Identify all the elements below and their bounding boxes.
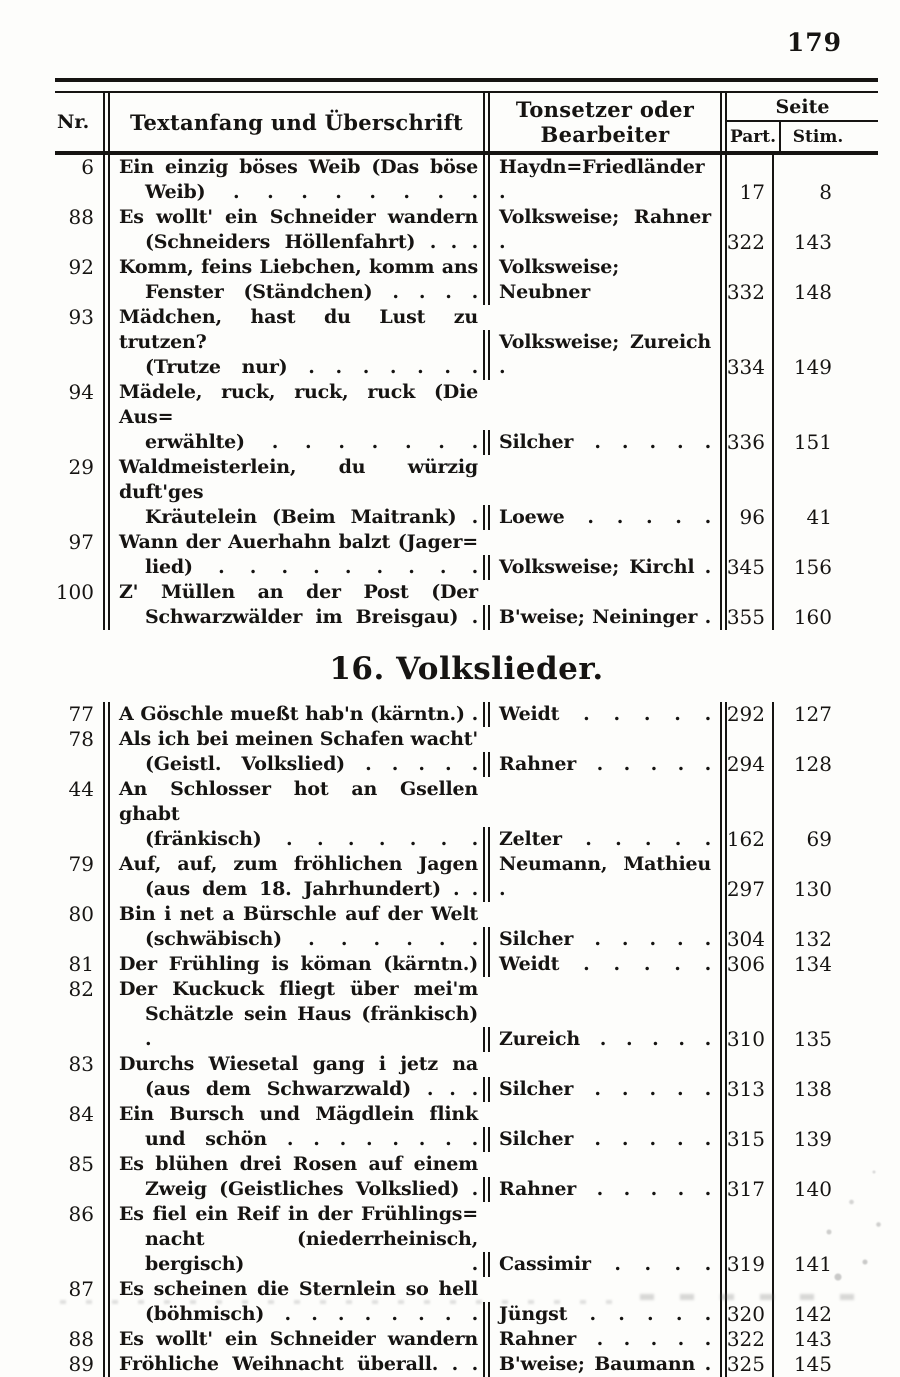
- page-partitur: 292: [720, 702, 772, 727]
- song-title-line: A Göschle mueßt hab'n (kärntn.) .: [119, 703, 478, 725]
- song-number: 78: [68, 727, 94, 751]
- song-number: 85: [68, 1152, 94, 1176]
- composer-cell: Silcher . . . . .: [483, 430, 720, 455]
- page-partitur: 310: [720, 977, 772, 1052]
- composer-cell: Volksweise; Neubner: [483, 255, 720, 305]
- song-title-cell: [103, 952, 483, 977]
- table-row: [55, 1052, 878, 1102]
- table-row: [55, 702, 878, 727]
- table-row: [55, 852, 878, 902]
- tonsetzer-line2: Bearbeiter: [540, 122, 670, 147]
- table-row: [55, 777, 878, 852]
- page-partitur: 322: [720, 1327, 772, 1352]
- song-number: 6: [81, 155, 94, 179]
- page-stimmen: 127: [772, 702, 878, 727]
- page-partitur: 345: [720, 530, 772, 580]
- seite-label: Seite: [727, 93, 878, 122]
- composer-cell: Silcher . . . . .: [483, 927, 720, 952]
- song-title-continuation: und schön . . . . . . . .: [145, 1128, 478, 1150]
- song-title-line: Auf, auf, zum fröhlichen Jagen: [119, 853, 478, 875]
- song-title-line: Als ich bei meinen Schafen wacht': [119, 728, 478, 750]
- song-title-cell: [103, 1327, 483, 1352]
- song-title-continuation: (Trutze nur) . . . . . . .: [145, 356, 478, 378]
- table-row: [55, 977, 878, 1052]
- composer-cell: Cassimir . . . .: [483, 1252, 720, 1277]
- table-row: [55, 530, 878, 580]
- page-partitur: 320: [720, 1277, 772, 1327]
- page-stimmen: 135: [772, 977, 878, 1052]
- composer-cell: Weidt . . . . .: [483, 952, 720, 977]
- composer-cell: Rahner . . . . .: [483, 752, 720, 777]
- page-partitur: 334: [720, 305, 772, 380]
- composer-cell: Volksweise; Rahner .: [483, 205, 720, 255]
- song-title-cell: [103, 777, 483, 852]
- song-number: 93: [68, 305, 94, 329]
- song-number: 97: [68, 530, 94, 554]
- composer-cell: Rahner . . . . .: [483, 1177, 720, 1202]
- table-row: [55, 1102, 878, 1152]
- tonsetzer-line1: Tonsetzer oder: [515, 97, 695, 122]
- table-row: [55, 727, 878, 777]
- song-number: 82: [68, 977, 94, 1001]
- songbook-index-table: [55, 78, 878, 1377]
- page-stimmen: 8: [772, 155, 878, 205]
- song-title-cell: [103, 380, 483, 455]
- composer-cell: Volksweise; Kirchl .: [483, 555, 720, 580]
- song-title-line: Ein einzig böses Weib (Das böse: [119, 156, 478, 178]
- table-row: [55, 1352, 878, 1377]
- song-title-continuation: (schwäbisch) . . . . . .: [145, 928, 478, 950]
- table-row: [55, 1202, 878, 1277]
- song-title-continuation: Kräutelein (Beim Maitrank) .: [145, 506, 478, 528]
- song-title-line: Waldmeisterlein, du würzig duft'ges: [119, 456, 478, 503]
- song-number: 100: [55, 580, 94, 604]
- page-stimmen: 128: [772, 727, 878, 777]
- page-stimmen: 160: [772, 580, 878, 630]
- table-header: [55, 93, 878, 155]
- page-stimmen: 134: [772, 952, 878, 977]
- song-title-cell: [103, 1277, 483, 1327]
- song-number: 92: [68, 255, 94, 279]
- page-stimmen: 140: [772, 1152, 878, 1202]
- song-title-continuation: Fenster (Ständchen) . . . .: [145, 281, 478, 303]
- composer-cell: Zureich . . . . .: [483, 1027, 720, 1052]
- page-stimmen: 142: [772, 1277, 878, 1327]
- song-title-cell: [103, 1052, 483, 1102]
- song-title-cell: [103, 530, 483, 580]
- page-partitur: 336: [720, 380, 772, 455]
- song-title-continuation: (aus dem 18. Jahrhundert) . .: [145, 878, 478, 900]
- composer-cell: Jüngst . . . . .: [483, 1302, 720, 1327]
- page-partitur: 315: [720, 1102, 772, 1152]
- song-title-line: Wann der Auerhahn balzt (Jager=: [119, 531, 478, 553]
- table-row: [55, 305, 878, 380]
- page-partitur: 96: [720, 455, 772, 530]
- song-title-continuation: (Schneiders Höllenfahrt) . . .: [145, 231, 478, 253]
- song-title-cell: [103, 455, 483, 530]
- song-title-cell: [103, 902, 483, 952]
- song-title-continuation: erwählte) . . . . . . .: [145, 431, 478, 453]
- table-top-rule: [55, 78, 878, 93]
- page-stimmen: 138: [772, 1052, 878, 1102]
- composer-cell: Neumann, Mathieu .: [483, 852, 720, 902]
- song-title-continuation: Zweig (Geistliches Volkslied) .: [145, 1178, 478, 1200]
- song-title-line: Der Kuckuck fliegt über mei'm: [119, 978, 478, 1000]
- page-stimmen: 69: [772, 777, 878, 852]
- song-number: 81: [68, 952, 94, 976]
- page-stimmen: 143: [772, 1327, 878, 1352]
- page-partitur: 332: [720, 255, 772, 305]
- song-number: 84: [68, 1102, 94, 1126]
- column-header-nr: Nr.: [57, 111, 90, 133]
- page-stimmen: 143: [772, 205, 878, 255]
- table-row: [55, 205, 878, 255]
- composer-cell: Weidt . . . . .: [483, 702, 720, 727]
- page-stimmen: 148: [772, 255, 878, 305]
- column-header-stim: Stim.: [779, 122, 885, 151]
- song-title-line: Bin i net a Bürschle auf der Welt: [119, 903, 478, 925]
- table-row: [55, 1152, 878, 1202]
- composer-cell: Loewe . . . . .: [483, 505, 720, 530]
- page-partitur: 322: [720, 205, 772, 255]
- composer-cell: Zelter . . . . .: [483, 827, 720, 852]
- song-number: 86: [68, 1202, 94, 1226]
- page-partitur: 297: [720, 852, 772, 902]
- song-title-cell: [103, 727, 483, 777]
- table-row: [55, 580, 878, 630]
- composer-cell: B'weise; Neininger .: [483, 605, 720, 630]
- table-row: [55, 1277, 878, 1327]
- song-number: 88: [68, 205, 94, 229]
- song-title-cell: [103, 702, 483, 727]
- song-title-continuation: (böhmisch) . . . . . . . .: [145, 1303, 478, 1325]
- song-number: 87: [68, 1277, 94, 1301]
- table-row: [55, 952, 878, 977]
- song-title-cell: [103, 305, 483, 380]
- song-title-continuation: lied) . . . . . . . . .: [145, 556, 478, 578]
- composer-cell: Rahner . . . . .: [483, 1327, 720, 1352]
- page-partitur: 162: [720, 777, 772, 852]
- page-stimmen: 145: [772, 1352, 878, 1377]
- song-number: 44: [68, 777, 94, 801]
- song-title-line: Komm, feins Liebchen, komm ans: [119, 256, 478, 278]
- page-stimmen: 130: [772, 852, 878, 902]
- page-partitur: 325: [720, 1352, 772, 1377]
- column-header-tonsetzer: [483, 93, 720, 151]
- column-header-part: Part.: [729, 126, 777, 147]
- song-title-continuation: nacht (niederrheinisch, bergisch) .: [145, 1228, 478, 1275]
- song-title-cell: [103, 255, 483, 305]
- song-title-cell: [103, 205, 483, 255]
- song-title-line: Ein Bursch und Mägdlein flink: [119, 1103, 478, 1125]
- song-title-continuation: Weib) . . . . . . . .: [145, 181, 478, 203]
- composer-cell: Volksweise; Zureich .: [483, 330, 720, 380]
- song-number: 77: [68, 702, 94, 726]
- column-header-seite: [720, 93, 878, 151]
- song-title-continuation: (aus dem Schwarzwald) . . .: [145, 1078, 478, 1100]
- song-title-line: Durchs Wiesetal gang i jetz na: [119, 1053, 478, 1075]
- song-title-cell: [103, 852, 483, 902]
- song-title-continuation: Schwarzwälder im Breisgau) .: [145, 606, 478, 628]
- song-title-continuation: (fränkisch) . . . . . . .: [145, 828, 478, 850]
- table-row: [55, 902, 878, 952]
- composer-cell: Haydn=Friedländer .: [483, 155, 720, 205]
- page-partitur: 17: [720, 155, 772, 205]
- song-number: 79: [68, 852, 94, 876]
- page-stimmen: 149: [772, 305, 878, 380]
- song-title-continuation: (Geistl. Volkslied) . . . . .: [145, 753, 478, 775]
- song-title-cell: [103, 1152, 483, 1202]
- page-stimmen: 41: [772, 455, 878, 530]
- song-number: 89: [68, 1352, 94, 1376]
- table-row: [55, 455, 878, 530]
- table-section-2: [55, 702, 878, 1377]
- page-stimmen: 141: [772, 1202, 878, 1277]
- song-number: 29: [68, 455, 94, 479]
- seite-subheader: [727, 122, 878, 151]
- page-partitur: 294: [720, 727, 772, 777]
- song-title-line: Es blühen drei Rosen auf einem: [119, 1153, 478, 1175]
- page-partitur: 313: [720, 1052, 772, 1102]
- song-title-cell: [103, 1102, 483, 1152]
- song-title-line: Es scheinen die Sternlein so hell: [119, 1278, 478, 1300]
- table-row: [55, 1327, 878, 1352]
- song-title-line: Mädele, ruck, ruck, ruck (Die Aus=: [119, 381, 478, 428]
- song-title-continuation: Schätzle sein Haus (fränkisch) .: [145, 1003, 478, 1050]
- page-stimmen: 151: [772, 380, 878, 455]
- song-title-line: Der Frühling is köman (kärntn.): [119, 953, 478, 975]
- song-title-line: An Schlosser hot an Gsellen ghabt: [119, 778, 478, 825]
- composer-cell: Silcher . . . . .: [483, 1077, 720, 1102]
- song-number: 88: [68, 1327, 94, 1351]
- page-stimmen: 139: [772, 1102, 878, 1152]
- column-header-textanfang: Textanfang und Überschrift: [103, 93, 483, 151]
- song-title-cell: [103, 155, 483, 205]
- song-number: 94: [68, 380, 94, 404]
- page-partitur: 319: [720, 1202, 772, 1277]
- composer-cell: Silcher . . . . .: [483, 1127, 720, 1152]
- song-title-cell: [103, 1352, 483, 1377]
- table-row: [55, 255, 878, 305]
- song-title-line: Z' Müllen an der Post (Der: [119, 581, 478, 603]
- table-section-1: [55, 155, 878, 630]
- composer-cell: B'weise; Baumann .: [483, 1352, 720, 1377]
- page-partitur: 306: [720, 952, 772, 977]
- song-title-line: Es wollt' ein Schneider wandern: [119, 1328, 478, 1350]
- song-number: 80: [68, 902, 94, 926]
- page-partitur: 304: [720, 902, 772, 952]
- page-stimmen: 132: [772, 902, 878, 952]
- table-row: [55, 155, 878, 205]
- song-title-line: Mädchen, hast du Lust zu trutzen?: [119, 306, 478, 353]
- page-partitur: 317: [720, 1152, 772, 1202]
- song-title-cell: [103, 977, 483, 1052]
- song-title-line: Es fiel ein Reif in der Frühlings=: [119, 1203, 478, 1225]
- page-stimmen: 156: [772, 530, 878, 580]
- song-number: 83: [68, 1052, 94, 1076]
- section-heading-volkslieder: 16. Volkslieder.: [329, 651, 604, 687]
- song-title-line: Fröhliche Weihnacht überall. . .: [119, 1353, 478, 1375]
- page-number: 179: [786, 28, 842, 57]
- page-partitur: 355: [720, 580, 772, 630]
- table-row: [55, 380, 878, 455]
- song-title-line: Es wollt' ein Schneider wandern: [119, 206, 478, 228]
- song-title-cell: [103, 1202, 483, 1277]
- song-title-cell: [103, 580, 483, 630]
